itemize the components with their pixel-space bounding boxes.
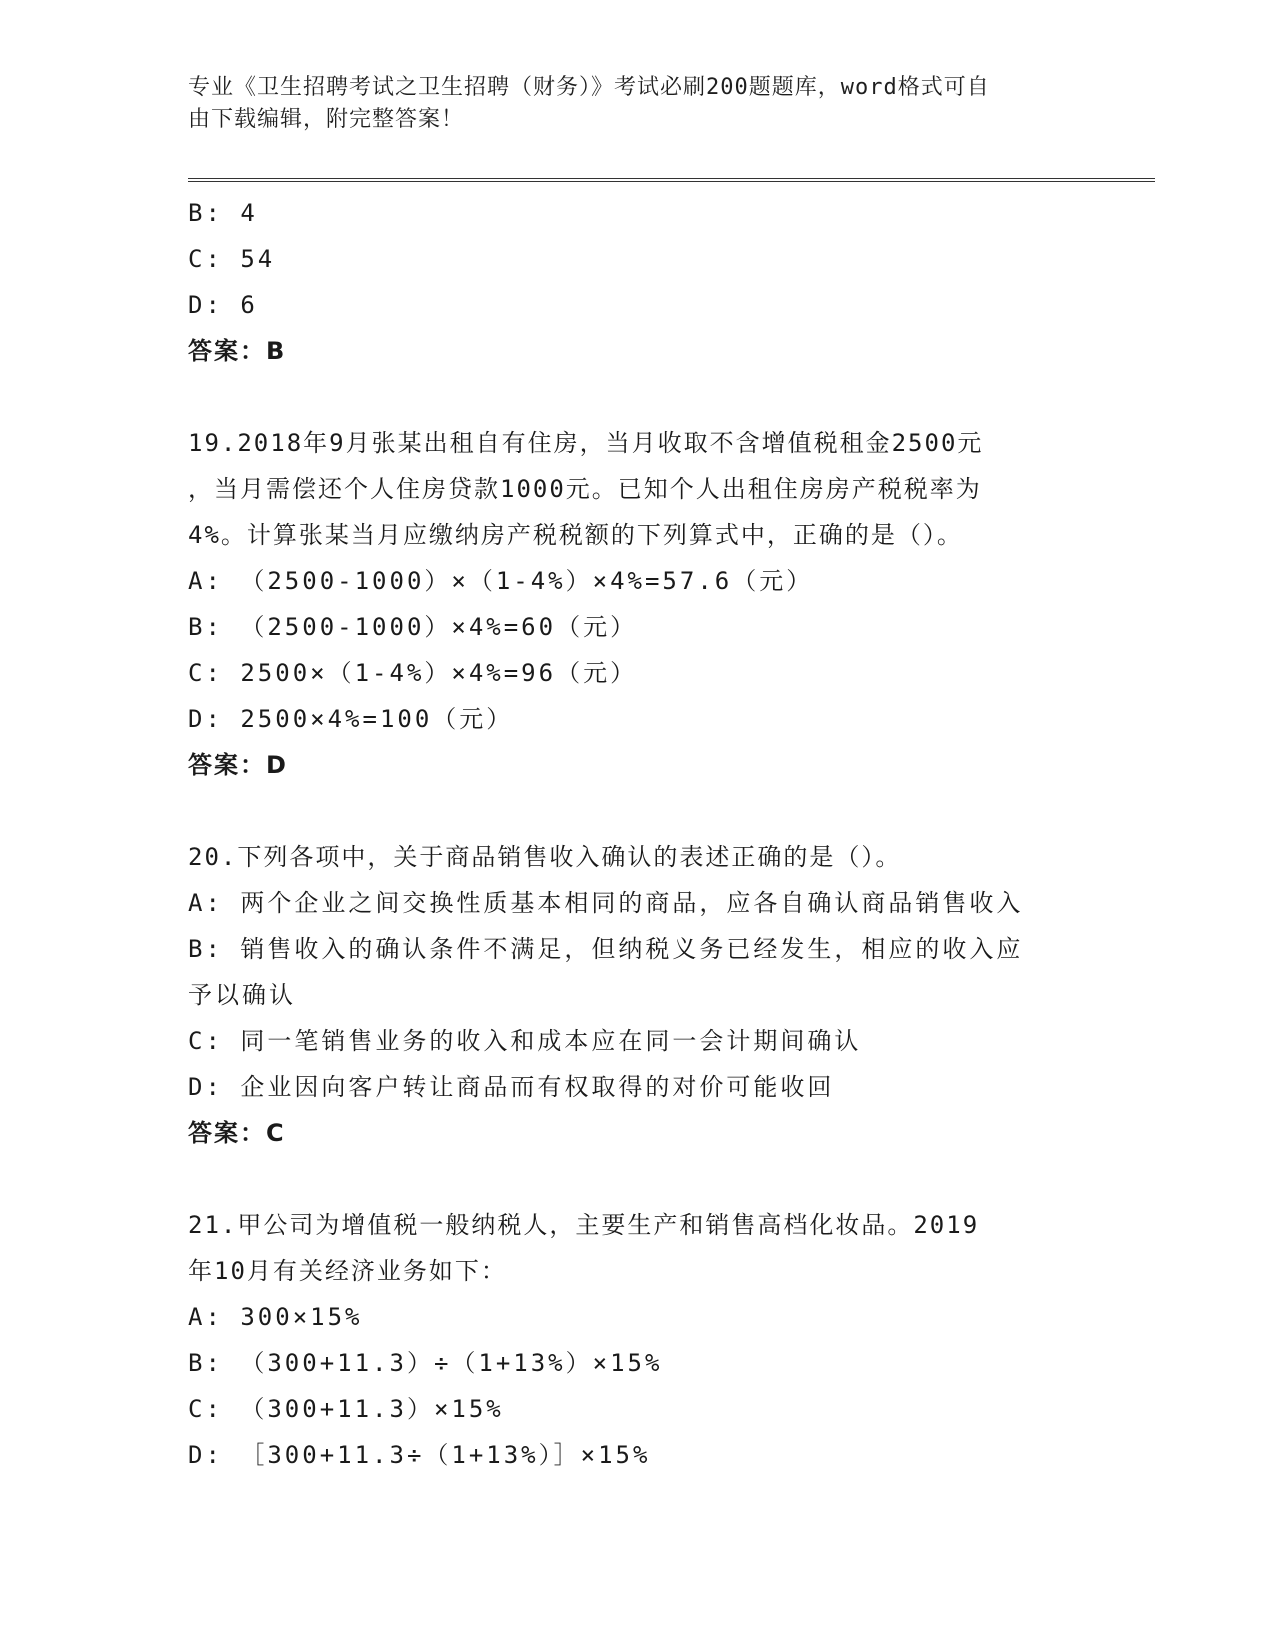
spacer [188,374,1088,420]
option-b: B: 销售收入的确认条件不满足，但纳税义务已经发生，相应的收入应 [188,935,1024,963]
option-b: B: （300+11.3）÷（1+13%）×15% [188,1349,663,1377]
spacer [188,788,1088,834]
question-stem-line: 年10月有关经济业务如下： [188,1257,507,1285]
question-21 [188,1202,1088,1478]
answer-label: 答案：C [188,1119,286,1147]
option-b-continued: 予以确认 [188,981,296,1009]
question-20 [188,834,1088,1156]
option-a: A: （2500-1000）×（1-4%）×4%=57.6（元） [188,567,814,595]
header-divider [188,178,1155,182]
option-b: B: （2500-1000）×4%=60（元） [188,613,638,641]
option-a: A: 300×15% [188,1303,363,1331]
option-d: D: 企业因向客户转让商品而有权取得的对价可能收回 [188,1073,835,1101]
question-19 [188,420,1088,788]
option-a: A: 两个企业之间交换性质基本相同的商品，应各自确认商品销售收入 [188,889,1024,917]
page-header [188,72,1068,136]
option-d: D: ［300+11.3÷（1+13%）］×15% [188,1441,651,1469]
question-stem-line: 4%。计算张某当月应缴纳房产税税额的下列算式中，正确的是（）。 [188,521,963,549]
answer-label: 答案：D [188,751,288,779]
question-stem-line: 19.2018年9月张某出租自有住房，当月收取不含增值税租金2500元 [188,429,984,457]
option-d: D: 2500×4%=100（元） [188,705,514,733]
spacer [188,1156,1088,1202]
option-d: D: 6 [188,291,258,319]
question-stem-line: 21.甲公司为增值税一般纳税人，主要生产和销售高档化妆品。2019 [188,1211,980,1239]
option-b: B: 4 [188,199,258,227]
option-c: C: （300+11.3）×15% [188,1395,504,1423]
option-c: C: 2500×（1-4%）×4%=96（元） [188,659,638,687]
question-content [188,190,1088,1478]
option-c: C: 同一笔销售业务的收入和成本应在同一会计期间确认 [188,1027,862,1055]
header-title-line-1: 专业《卫生招聘考试之卫生招聘（财务）》考试必刷200题题库，word格式可自 [188,75,990,100]
question-stem-line: ，当月需偿还个人住房贷款1000元。已知个人出租住房房产税税率为 [188,475,982,503]
question-18-tail [188,190,1088,374]
option-c: C: 54 [188,245,276,273]
header-title-line-2: 由下载编辑，附完整答案！ [188,107,465,132]
answer-label: 答案：B [188,337,287,365]
question-stem-line: 20.下列各项中，关于商品销售收入确认的表述正确的是（）。 [188,843,902,871]
